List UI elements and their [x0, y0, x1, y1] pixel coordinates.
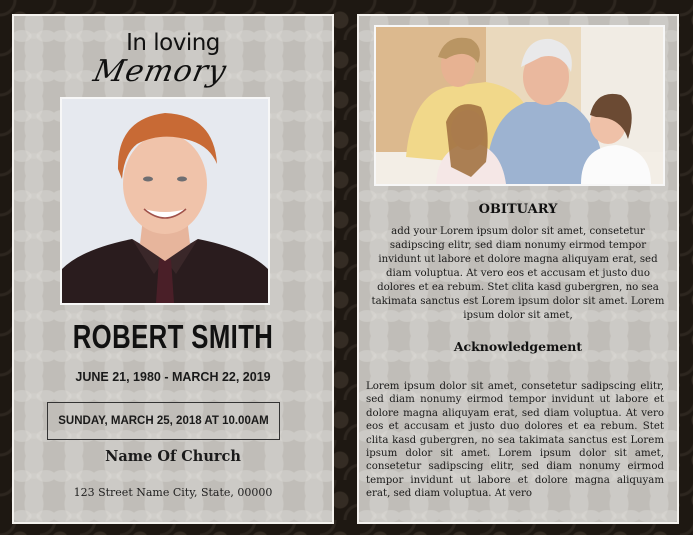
acknowledgement-text: Lorem ipsum dolor sit amet, consetetur sadipscing elitr, sed diam nonumy eirmod tempor invidunt ut labore et dolore magna aliquyam erat, sed diam voluptua. At vero eos et accusam et justo duo dolores et ea rebum. Stet clita kasd gubergren, no sea takimata sanctus est Lorem ipsum dolor sit amet. Lorem ipsum dolor sit amet, consetetur sadipscing elitr, sed diam nonumy eirmod tempor invidunt ut labore et dolore magna aliquyam erat, sed diam voluptua. At vero — [366, 381, 664, 500]
inside-panel — [357, 14, 679, 524]
family-image-icon — [376, 27, 663, 184]
deceased-name: ROBERT SMITH — [72, 318, 274, 355]
portrait-photo — [60, 97, 270, 305]
heading-in-loving: In loving — [126, 30, 220, 56]
family-photo — [374, 25, 665, 186]
heading-memory: Memory — [90, 54, 231, 89]
church-address: 123 Street Name City, State, 00000 — [73, 486, 273, 499]
service-datetime: SUNDAY, MARCH 25, 2018 AT 10.00AM — [58, 415, 269, 427]
acknowledgement-title: Acknowledgement — [453, 339, 583, 354]
obituary-text: add your Lorem ipsum dolor sit amet, consetetur sadipscing elitr, sed diam nonumy eirmod tempor invidunt ut labore et dolore magna aliquyam erat, sed diam voluptua. At vero eos et accusam et justo duo dolores et ea rebum. Stet clita kasd gubergren, no sea takimata sanctus est Lorem ipsum dolor sit amet. Lorem ipsum dolor sit amet, — [371, 226, 665, 321]
life-dates: JUNE 21, 1980 - MARCH 22, 2019 — [75, 370, 271, 384]
church-name: Name Of Church — [105, 448, 241, 465]
obituary-title: OBITUARY — [478, 202, 558, 217]
service-datetime-box — [47, 402, 280, 440]
front-panel — [12, 14, 334, 524]
portrait-image-icon — [62, 99, 268, 303]
